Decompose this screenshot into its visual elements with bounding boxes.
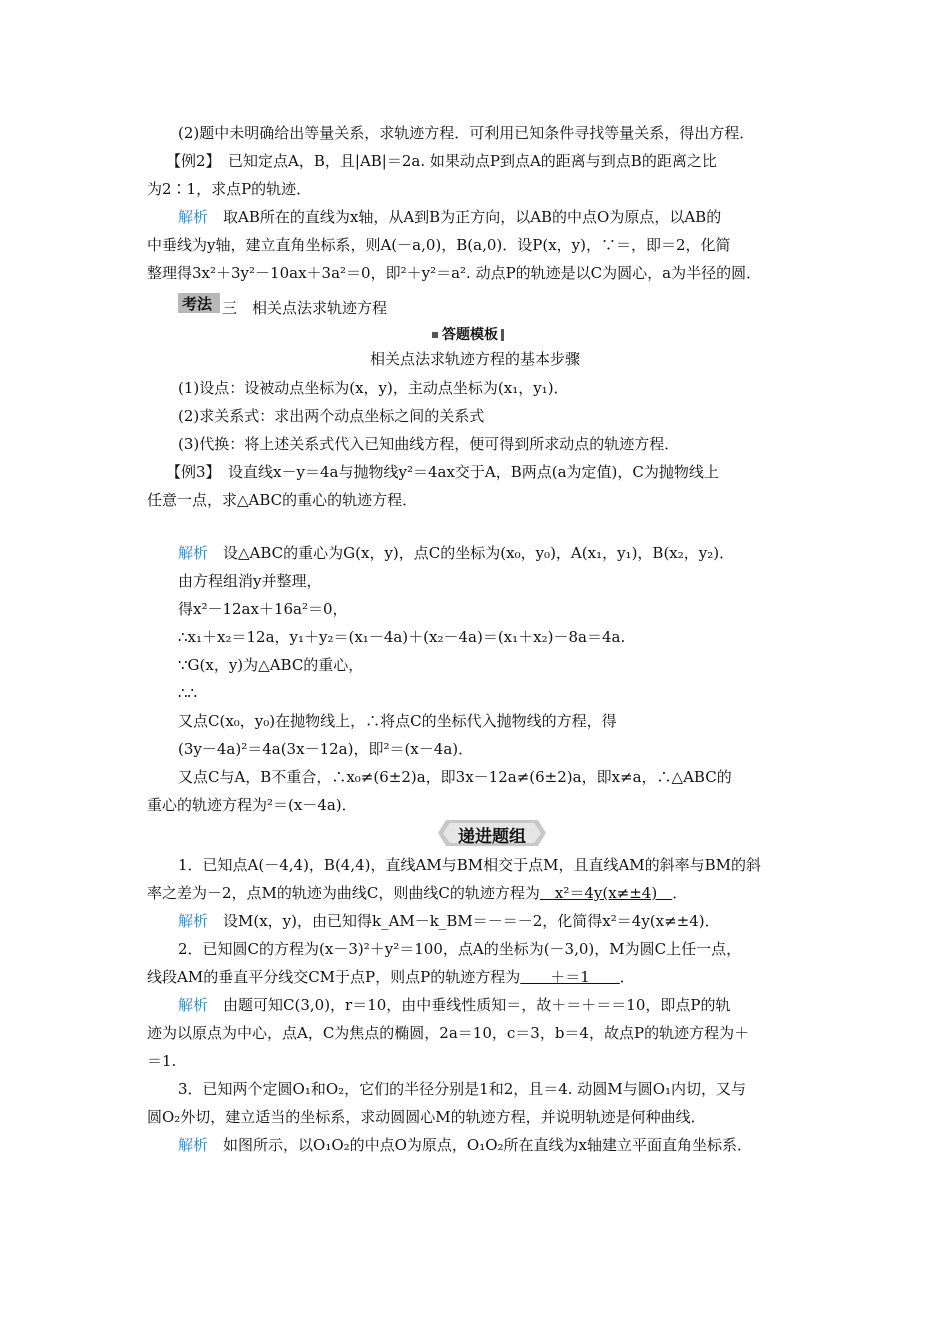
answer-blank: ＋＝1	[520, 968, 620, 986]
jiexi-label: 解析	[178, 996, 209, 1014]
solution-line: 又点C与A，B不重合，∴x₀≠(6±2)a，即3x－12a≠(6±2)a，即x≠a，∴△ABC的	[178, 768, 732, 786]
banner-title: 递进题组	[458, 827, 526, 847]
solution-text: 如图所示，以O₁O₂的中点O为原点，O₁O₂所在直线为x轴建立平面直角坐标系．	[208, 1136, 753, 1154]
solution-line	[178, 1135, 752, 1155]
solution-text: 设△ABC的重心为G(x，y)，点C的坐标为(x₀，y₀)，A(x₁，y₁)，B(x₂，y₂)．	[208, 544, 735, 562]
solution-line: 又点C(x₀，y₀)在抛物线上，∴将点C的坐标代入抛物线的方程，得	[178, 712, 617, 730]
step-line: (3)代换：将上述关系式代入已知曲线方程，便可得到所求动点的轨迹方程．	[178, 435, 680, 453]
question-1: 1．已知点A(－4,4)，B(4,4)，直线AM与BM相交于点M，且直线AM的斜率与BM的斜	[178, 856, 762, 874]
punctuation: ．	[619, 968, 635, 986]
punctuation: ．	[672, 884, 688, 902]
question-3: 3．已知两个定圆O₁和O₂，它们的半径分别是1和2，且＝4. 动圆M与圆O₁内切，又与	[178, 1080, 747, 1098]
solution-text: 取AB所在的直线为x轴，从A到B为正方向，以AB的中点O为原点，以AB的	[208, 208, 722, 226]
question-text: 率之差为－2，点M的轨迹为曲线C，则曲线C的轨迹方程为	[147, 884, 540, 902]
question-1-cont	[147, 883, 687, 903]
steps-title: 相关点法求轨迹方程的基本步骤	[369, 350, 580, 368]
example-2-title: 【例2】 已知定点A，B，且|AB|＝2a. 如果动点P到点A的距离与到点B的距离之比	[166, 152, 717, 170]
jiexi-label: 解析	[178, 1136, 209, 1154]
solution-line: 迹为以原点为中心，点A，C为焦点的椭圆，2a＝10，c＝3，b＝4，故点P的轨迹方程为＋	[147, 1024, 750, 1042]
solution-line: 由方程组消y并整理，	[178, 572, 322, 590]
solution-text: 由题可知C(3,0)，r＝10，由中垂线性质知＝，故＋＝＋＝＝10，即点P的轨	[208, 996, 731, 1014]
step-line: (1)设点：设被动点坐标为(x，y)，主动点坐标为(x₁，y₁)．	[178, 379, 569, 397]
answer-template-heading	[432, 324, 504, 344]
paragraph-line: (2)题中未明确给出等量关系，求轨迹方程．可利用已知条件寻找等量关系，得出方程．	[178, 124, 755, 142]
answer-blank: x²＝4y(x≠±4)	[539, 884, 673, 902]
solution-line: (3y－4a)²＝4a(3x－12a)，即²＝(x－4a)．	[178, 740, 474, 758]
jiexi-label: 解析	[178, 912, 209, 930]
solution-line: ∵G(x，y)为△ABC的重心，	[178, 656, 364, 674]
solution-line: 重心的轨迹方程为²＝(x－4a)．	[147, 796, 357, 814]
jiexi-label: 解析	[178, 208, 209, 226]
bar-icon	[501, 329, 504, 341]
solution-line: 得x²－12ax＋16a²＝0，	[178, 600, 348, 618]
solution-line	[178, 911, 720, 931]
step-line: (2)求关系式：求出两个动点坐标之间的关系式	[178, 407, 485, 425]
question-2-cont	[147, 967, 635, 987]
solution-line: ∴∴	[178, 684, 198, 702]
solution-line	[178, 543, 734, 563]
solution-line	[178, 207, 721, 227]
progressive-exercises-banner	[438, 820, 546, 846]
section-heading: 三 相关点法求轨迹方程	[222, 299, 388, 317]
paragraph-line: 中垂线为y轴，建立直角坐标系，则A(－a,0)，B(a,0)．设P(x，y)，∵＝，即＝2，化简	[147, 236, 731, 254]
question-text: 线段AM的垂直平分线交CM于点P，则点P的轨迹方程为	[147, 968, 521, 986]
square-bullet-icon	[432, 332, 438, 338]
solution-line: ∴x₁＋x₂＝12a，y₁＋y₂＝(x₁－4a)＋(x₂－4a)＝(x₁＋x₂)－8a＝4a.	[178, 628, 626, 646]
solution-line	[178, 995, 731, 1015]
solution-line: ＝1.	[147, 1052, 177, 1070]
example-3-title: 【例3】 设直线x－y＝4a与抛物线y²＝4ax交于A，B两点(a为定值)，C为抛物线上	[166, 463, 719, 481]
solution-text: 设M(x，y)，由已知得k_AM－k_BM＝－＝－2，化简得x²＝4y(x≠±4)．	[208, 912, 720, 930]
answer-template-label: 答题模板	[442, 327, 498, 343]
paragraph-line: 为2∶1，求点P的轨迹．	[147, 180, 312, 198]
paragraph-line: 整理得3x²＋3y²－10ax＋3a²＝0，即²＋y²＝a². 动点P的轨迹是以C为圆心，a为半径的圆．	[147, 264, 762, 282]
paragraph-line: 任意一点，求△ABC的重心的轨迹方程．	[147, 491, 418, 509]
question-2: 2．已知圆C的方程为(x－3)²＋y²＝100，点A的坐标为(－3,0)，M为圆C上任一点，	[178, 940, 742, 958]
kaofa-tag: 考法	[182, 295, 213, 313]
jiexi-label: 解析	[178, 544, 209, 562]
question-3-cont: 圆O₂外切，建立适当的坐标系，求动圆圆心M的轨迹方程，并说明轨迹是何种曲线．	[147, 1108, 706, 1126]
